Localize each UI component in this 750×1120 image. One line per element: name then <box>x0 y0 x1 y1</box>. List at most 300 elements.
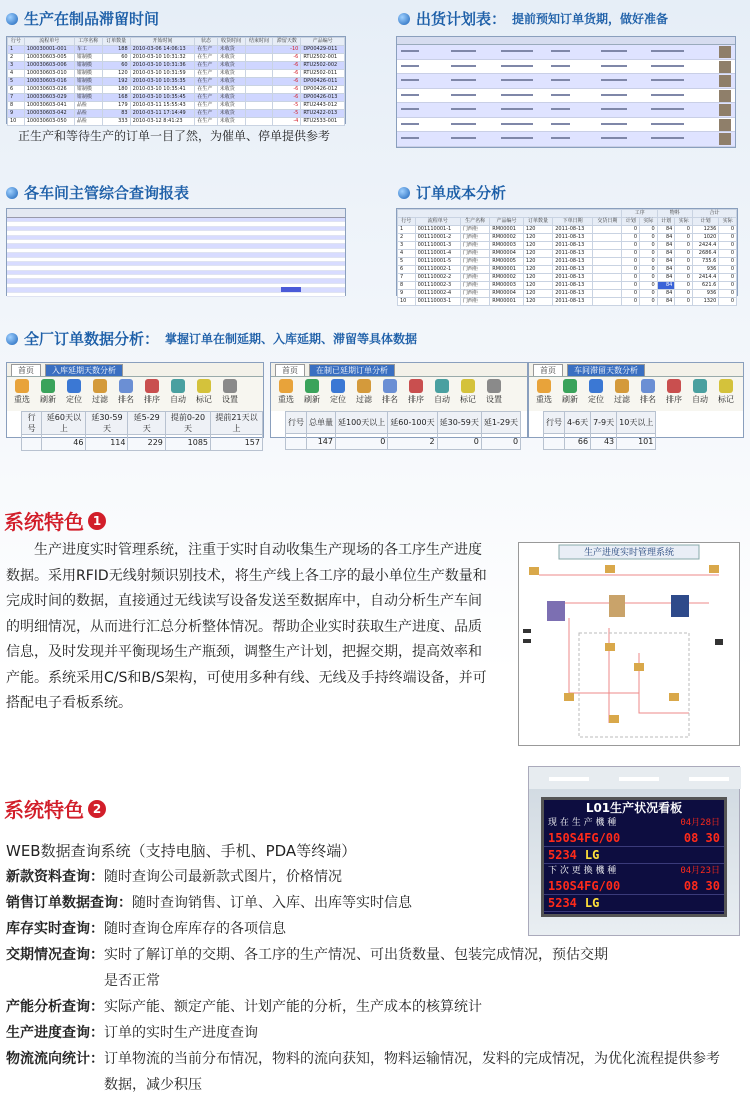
panel-tabbar <box>271 363 527 377</box>
ship-cell-text <box>451 123 476 125</box>
table-cell: 84 <box>657 258 675 266</box>
ship-cell-text <box>601 65 627 67</box>
grid-col-header[interactable]: 提前21天以上 <box>211 412 263 435</box>
table-cell <box>245 46 273 54</box>
toolbar-button[interactable] <box>715 379 737 405</box>
toolbar-button[interactable] <box>115 379 137 405</box>
table-cell: 120 <box>523 226 552 234</box>
table-cell: 2010-03-10 10:31:59 <box>130 70 195 78</box>
table-cell: -4 <box>273 118 301 126</box>
bullet-icon <box>398 187 410 199</box>
table-cell: 84 <box>657 242 675 250</box>
cost-col-header[interactable]: 交货日期 <box>593 218 622 226</box>
table-cell: 001110001-1 <box>415 226 460 234</box>
ship-cell-text <box>651 137 684 139</box>
tool-icon <box>223 379 237 393</box>
table-cell <box>593 282 622 290</box>
grid-value: 157 <box>211 435 263 451</box>
wip-col-header[interactable]: 收货时间 <box>217 38 245 46</box>
tab-home[interactable]: 首页 <box>11 364 41 376</box>
ship-cell-text <box>501 65 533 67</box>
toolbar-button[interactable] <box>63 379 85 405</box>
toolbar-button[interactable] <box>431 379 453 405</box>
table-cell: 0 <box>675 250 693 258</box>
grid-value-row[interactable] <box>22 435 263 451</box>
table-cell: 2414.4 <box>692 274 718 282</box>
feature2-item <box>6 890 720 916</box>
ship-row[interactable] <box>397 103 735 118</box>
ship-row[interactable] <box>397 74 735 89</box>
tool-icon <box>67 379 81 393</box>
workshop-report-panel <box>6 208 346 296</box>
table-cell: 84 <box>657 282 675 290</box>
tool-label: 重选 <box>278 395 294 404</box>
tool-label: 自动 <box>170 395 186 404</box>
table-cell: 1320 <box>692 298 718 306</box>
table-cell: RM00002 <box>490 274 524 282</box>
cost-col-header[interactable]: 订单数量 <box>523 218 552 226</box>
tool-icon <box>589 379 603 393</box>
toolbar-button[interactable] <box>611 379 633 405</box>
tool-label: 重选 <box>14 395 30 404</box>
table-cell: 0 <box>719 290 737 298</box>
table-cell: RM00005 <box>490 258 524 266</box>
wip-col-header[interactable]: 订单数量 <box>102 38 130 46</box>
table-cell: RTU2502-011 <box>301 70 345 78</box>
tool-icon <box>487 379 501 393</box>
table-cell: 门西柜 <box>460 250 489 258</box>
table-cell: RM00002 <box>490 234 524 242</box>
tool-icon <box>93 379 107 393</box>
table-cell: 3 <box>398 242 416 250</box>
grid-col-header[interactable]: 延30-59天 <box>86 412 128 435</box>
tool-label: 过滤 <box>92 395 108 404</box>
table-cell: 在生产 <box>195 94 217 102</box>
tab-analysis[interactable]: 入库延期天数分析 <box>45 364 123 376</box>
table-cell: 2011-08-13 <box>553 234 593 242</box>
table-cell: 2 <box>398 234 416 242</box>
tab-home[interactable]: 首页 <box>275 364 305 376</box>
tool-icon <box>145 379 159 393</box>
table-cell: 168 <box>102 94 130 102</box>
toolbar-button[interactable] <box>11 379 33 405</box>
table-cell: 2011-08-13 <box>553 298 593 306</box>
toolbar-button[interactable] <box>585 379 607 405</box>
grid-col-header[interactable]: 延60-100天 <box>388 412 437 434</box>
board-title: L01生产状况看板 <box>585 801 683 815</box>
grid-value-row[interactable] <box>544 434 656 450</box>
board-model-2: 150S4FG/00 <box>548 879 621 893</box>
table-cell: DP00426-013 <box>301 94 345 102</box>
grid-col-header[interactable]: 总单量 <box>307 412 336 434</box>
table-row[interactable] <box>398 266 737 274</box>
table-row[interactable] <box>8 70 345 78</box>
table-cell: 2010-03-10 10:35:45 <box>130 94 195 102</box>
table-cell <box>245 62 273 70</box>
grid-col-header[interactable]: 延60天以上 <box>42 412 86 435</box>
table-cell: 179 <box>102 102 130 110</box>
feature2-item-value: 订单的实时生产进度查询 <box>104 1025 258 1041</box>
tab-home[interactable]: 首页 <box>533 364 563 376</box>
ship-cell-text <box>551 65 570 67</box>
feature2-number-badge: 2 <box>88 800 106 818</box>
table-row[interactable] <box>8 110 345 118</box>
table-cell: 未收货 <box>217 54 245 62</box>
table-row[interactable] <box>398 274 737 282</box>
table-cell: 120 <box>523 282 552 290</box>
tool-label: 自动 <box>692 395 708 404</box>
grid-col-header[interactable]: 延30-59天 <box>437 412 481 434</box>
board-date-2: 04月23日 <box>680 866 720 876</box>
workshop-title-text: 各车间主管综合查询报表 <box>24 184 190 202</box>
cost-col-header[interactable]: 计划 <box>657 218 675 226</box>
terminal-icon <box>529 565 719 723</box>
cost-col-header[interactable]: 产品编号 <box>490 218 524 226</box>
toolbar-button[interactable] <box>193 379 215 405</box>
table-cell: 0 <box>622 234 640 242</box>
table-cell <box>593 242 622 250</box>
tool-label: 设置 <box>486 395 502 404</box>
table-cell <box>593 226 622 234</box>
toolbar-button[interactable] <box>379 379 401 405</box>
grid-col-header[interactable]: 行号 <box>544 412 565 434</box>
table-cell: 0 <box>675 274 693 282</box>
table-cell: 6 <box>8 86 25 94</box>
table-row[interactable] <box>398 250 737 258</box>
table-cell: 0 <box>640 298 658 306</box>
table-row[interactable] <box>398 298 737 306</box>
table-cell: 0 <box>640 242 658 250</box>
table-row[interactable] <box>8 78 345 86</box>
table-cell: 门西柜 <box>460 234 489 242</box>
feature2-item <box>6 1046 720 1098</box>
toolbar-button[interactable] <box>533 379 555 405</box>
product-thumbnail <box>719 133 731 145</box>
ship-cell-text <box>651 123 684 125</box>
table-row[interactable] <box>8 86 345 94</box>
grid-value: 0 <box>437 434 481 450</box>
table-row[interactable] <box>398 234 737 242</box>
cost-col-header[interactable]: 计划 <box>692 218 718 226</box>
grid-value: 46 <box>42 435 86 451</box>
cost-col-header[interactable]: 生产名称 <box>460 218 489 226</box>
ship-row[interactable] <box>397 89 735 104</box>
reader-icon <box>523 629 723 645</box>
table-cell: -5 <box>273 110 301 118</box>
workshop-row[interactable] <box>7 293 345 297</box>
table-cell: 在生产 <box>195 86 217 94</box>
table-cell: 0 <box>675 266 693 274</box>
toolbar-button[interactable] <box>301 379 323 405</box>
table-cell: RM00004 <box>490 250 524 258</box>
table-cell: 100030603-042 <box>24 110 74 118</box>
toolbar-button[interactable] <box>219 379 241 405</box>
ceiling-light <box>619 777 659 781</box>
panel-toolbar <box>7 377 263 411</box>
table-cell: 0 <box>640 250 658 258</box>
feature2-item-value: 实时了解订单的交期、各工序的生产情况、可出货数量、包装完成情况，预估交期是否正常 <box>104 947 608 989</box>
table-cell: 001110001-4 <box>415 250 460 258</box>
toolbar-button[interactable] <box>483 379 505 405</box>
table-cell: 0 <box>675 282 693 290</box>
table-row[interactable] <box>8 54 345 62</box>
toolbar-button[interactable] <box>353 379 375 405</box>
ship-row[interactable] <box>397 118 735 133</box>
table-cell: 4 <box>398 250 416 258</box>
grid-col-header[interactable]: 4-6天 <box>565 412 591 434</box>
feature2-item-value: 随时查询销售、订单、入库、出库等实时信息 <box>132 895 412 911</box>
table-cell: RM00001 <box>490 298 524 306</box>
table-cell <box>245 118 273 126</box>
ship-cell-text <box>451 79 476 81</box>
table-row[interactable] <box>398 290 737 298</box>
cost-group-process: 工序 <box>622 210 657 218</box>
toolbar-button[interactable] <box>637 379 659 405</box>
tool-label: 排序 <box>666 395 682 404</box>
tool-label: 定位 <box>588 395 604 404</box>
table-cell: 0 <box>719 250 737 258</box>
table-row[interactable] <box>8 94 345 102</box>
ship-cell-text <box>451 65 476 67</box>
table-cell <box>593 250 622 258</box>
table-cell: 2686.4 <box>692 250 718 258</box>
tool-icon <box>383 379 397 393</box>
tab-analysis[interactable]: 车间滞留天数分析 <box>567 364 645 376</box>
table-row[interactable] <box>8 62 345 70</box>
grid-col-header[interactable]: 延5-29天 <box>128 412 165 435</box>
tool-icon <box>197 379 211 393</box>
tool-label: 标记 <box>196 395 212 404</box>
ship-row[interactable] <box>397 132 735 147</box>
product-thumbnail <box>719 75 731 87</box>
cost-title-text: 订单成本分析 <box>416 184 507 202</box>
all-section-title <box>6 328 417 349</box>
ship-cell-text <box>451 50 476 52</box>
panel-tabbar <box>7 363 263 377</box>
grid-header-row <box>286 412 521 434</box>
table-cell: 0 <box>622 274 640 282</box>
table-cell: 0 <box>622 250 640 258</box>
table-row[interactable] <box>8 102 345 110</box>
table-cell: 936 <box>692 266 718 274</box>
table-cell: 84 <box>657 274 675 282</box>
feature2-item <box>6 916 720 942</box>
feature2-list <box>6 864 720 1098</box>
table-cell <box>245 94 273 102</box>
grid-value: 114 <box>86 435 128 451</box>
toolbar-button[interactable] <box>405 379 427 405</box>
ship-subtitle: 提前预知订单货期，做好准备 <box>512 12 669 26</box>
cost-col-header[interactable]: 计划 <box>622 218 640 226</box>
feature2-item-key: 交期情况查询： <box>6 947 104 963</box>
bullet-icon <box>6 187 18 199</box>
toolbar-button[interactable] <box>275 379 297 405</box>
tool-label: 排序 <box>144 395 160 404</box>
grid-col-header[interactable]: 提前0-20天 <box>165 412 210 435</box>
cost-col-header[interactable]: 实际 <box>675 218 693 226</box>
table-cell: -6 <box>273 78 301 86</box>
product-thumbnail <box>719 61 731 73</box>
feature2-intro: WEB数据查询系统（支持电脑、手机、PDA等终端） <box>6 842 357 860</box>
table-cell: 在生产 <box>195 46 217 54</box>
table-cell: -6 <box>273 94 301 102</box>
cost-table-header <box>398 218 737 226</box>
grid-col-header[interactable]: 延100天以上 <box>336 412 388 434</box>
panel-toolbar <box>271 377 527 411</box>
table-row[interactable] <box>8 46 345 54</box>
toolbar-button[interactable] <box>663 379 685 405</box>
all-title-text: 全厂订单数据分析： <box>24 330 160 348</box>
ship-header-bar <box>397 37 735 45</box>
toolbar-button[interactable] <box>457 379 479 405</box>
grid-value: 43 <box>591 434 617 450</box>
wip-col-header[interactable]: 开始时间 <box>130 38 195 46</box>
table-cell: -5 <box>273 102 301 110</box>
table-cell: 2010-03-11 15:55:43 <box>130 102 195 110</box>
table-cell: RM00003 <box>490 282 524 290</box>
table-cell: 在生产 <box>195 118 217 126</box>
table-cell: 2010-03-11 17:14:49 <box>130 110 195 118</box>
panel-tabbar <box>529 363 743 377</box>
grid-col-header[interactable]: 行号 <box>286 412 307 434</box>
ship-row[interactable] <box>397 45 735 60</box>
table-cell: 2 <box>8 54 25 62</box>
tool-icon <box>537 379 551 393</box>
bullet-icon <box>398 13 410 25</box>
table-cell: -6 <box>273 70 301 78</box>
table-cell: 2011-08-13 <box>553 282 593 290</box>
feature2-heading <box>4 794 106 823</box>
cost-col-header[interactable]: 下单日期 <box>553 218 593 226</box>
tool-label: 定位 <box>330 395 346 404</box>
grid-col-header[interactable]: 10天以上 <box>617 412 656 434</box>
tool-label: 刷新 <box>304 395 320 404</box>
tool-label: 排名 <box>382 395 398 404</box>
table-row[interactable] <box>398 258 737 266</box>
toolbar-button[interactable] <box>141 379 163 405</box>
cost-col-header[interactable]: 行号 <box>398 218 416 226</box>
wip-col-header[interactable]: 工序名称 <box>74 38 102 46</box>
feature2-item <box>6 1020 720 1046</box>
table-cell <box>245 70 273 78</box>
table-cell: 120 <box>102 70 130 78</box>
table-cell: 0 <box>719 282 737 290</box>
toolbar-button[interactable] <box>37 379 59 405</box>
table-cell <box>593 234 622 242</box>
table-cell: 钳制模 <box>74 62 102 70</box>
board-next-label: 下 次 更 換 機 種 <box>548 866 617 876</box>
tool-label: 定位 <box>66 395 82 404</box>
wip-table <box>7 37 345 126</box>
grid-value <box>286 434 307 450</box>
table-cell: 192 <box>102 78 130 86</box>
ship-section-title <box>398 8 668 29</box>
toolbar-button[interactable] <box>167 379 189 405</box>
grid-value: 66 <box>565 434 591 450</box>
toolbar-button[interactable] <box>689 379 711 405</box>
board-brand-1: LG <box>584 848 600 862</box>
table-cell: 100030603-010 <box>24 70 74 78</box>
cost-col-header[interactable]: 流程单号 <box>415 218 460 226</box>
table-cell: 120 <box>523 290 552 298</box>
table-cell: 0 <box>719 234 737 242</box>
cost-col-header[interactable]: 实际 <box>719 218 737 226</box>
table-cell: DP00426-011 <box>301 78 345 86</box>
ship-cell-text <box>551 108 570 110</box>
table-cell: DP00426-012 <box>301 86 345 94</box>
table-cell: 4 <box>8 70 25 78</box>
table-cell: 门西柜 <box>460 298 489 306</box>
ship-cell-text <box>601 123 627 125</box>
table-cell: 84 <box>657 226 675 234</box>
table-cell: 品检 <box>74 102 102 110</box>
table-cell: RTU2443-012 <box>301 102 345 110</box>
table-cell: 7 <box>8 94 25 102</box>
wip-col-header[interactable]: 行号 <box>8 38 25 46</box>
tool-icon <box>305 379 319 393</box>
grid-col-header[interactable]: 行号 <box>22 412 42 435</box>
tool-icon <box>615 379 629 393</box>
table-cell: 60 <box>102 62 130 70</box>
toolbar-button[interactable] <box>559 379 581 405</box>
feature2-item-value: 实际产能、额定产能、计划产能的分析，生产成本的核算统计 <box>104 999 482 1015</box>
wip-col-header[interactable]: 结束时间 <box>245 38 273 46</box>
grid-value: 0 <box>481 434 520 450</box>
table-cell: RM00001 <box>490 226 524 234</box>
tool-label: 重选 <box>536 395 552 404</box>
wip-col-header[interactable]: 流程单号 <box>24 38 74 46</box>
grid-value-row[interactable] <box>286 434 521 450</box>
table-cell: 0 <box>675 290 693 298</box>
tool-icon <box>171 379 185 393</box>
ship-title-text: 出货计划表： <box>416 10 507 28</box>
table-cell: 120 <box>523 266 552 274</box>
table-cell: 2011-08-13 <box>553 266 593 274</box>
cost-col-header[interactable]: 实际 <box>640 218 658 226</box>
wip-col-header[interactable]: 状态 <box>195 38 217 46</box>
tab-analysis[interactable]: 在制已延期订单分析 <box>309 364 395 376</box>
table-cell: 0 <box>719 242 737 250</box>
table-cell: 门西柜 <box>460 258 489 266</box>
ship-row[interactable] <box>397 60 735 75</box>
table-row[interactable] <box>8 118 345 126</box>
table-cell: 2010-03-10 10:35:35 <box>130 78 195 86</box>
wip-table-header <box>8 38 345 46</box>
table-cell: 100030603-041 <box>24 102 74 110</box>
feature2-item-key: 新款资料查询： <box>6 869 104 885</box>
tool-icon <box>279 379 293 393</box>
table-row[interactable] <box>398 242 737 250</box>
ship-cell-text <box>401 123 419 125</box>
table-cell: -6 <box>273 54 301 62</box>
table-row[interactable] <box>398 282 737 290</box>
system-diagram <box>518 542 740 746</box>
workshop-header-bar <box>7 209 345 218</box>
grid-col-header[interactable]: 延1-29天 <box>481 412 520 434</box>
table-row[interactable] <box>398 226 737 234</box>
toolbar-button[interactable] <box>89 379 111 405</box>
grid-col-header[interactable]: 7-9天 <box>591 412 617 434</box>
wip-col-header[interactable]: 产品编号 <box>301 38 345 46</box>
toolbar-button[interactable] <box>327 379 349 405</box>
table-cell: -6 <box>273 86 301 94</box>
table-cell <box>593 274 622 282</box>
tool-label: 自动 <box>434 395 450 404</box>
grid-value <box>22 435 42 451</box>
tool-icon <box>719 379 733 393</box>
wip-col-header[interactable]: 滞留天数 <box>273 38 301 46</box>
table-cell: 84 <box>657 290 675 298</box>
